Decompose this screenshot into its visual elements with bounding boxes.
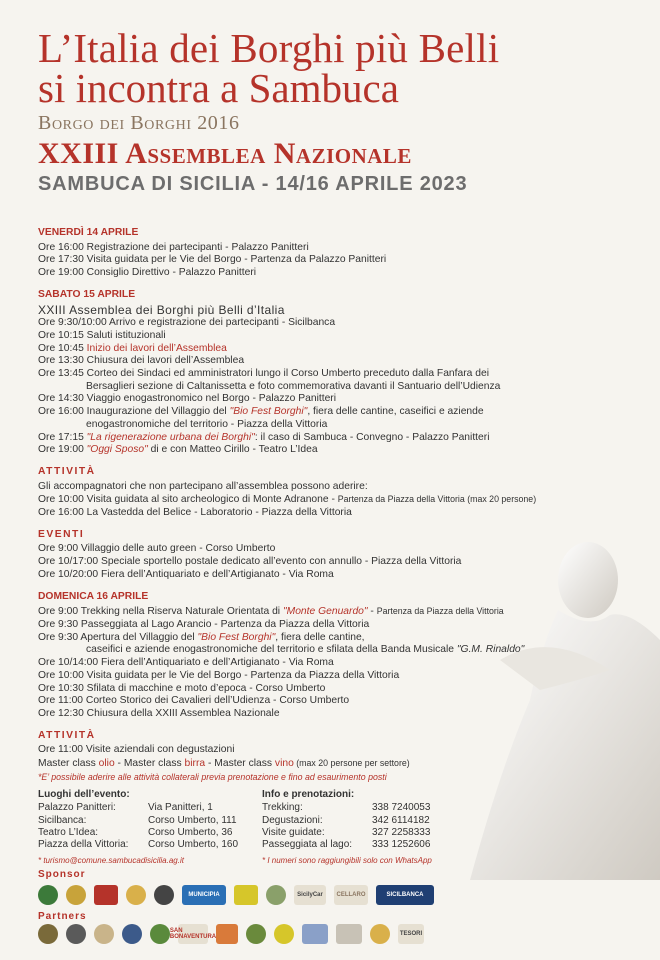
phone-number[interactable]: 342 6114182 — [372, 814, 430, 826]
row-highlight: Inizio dei lavori dell’Assemblea — [86, 342, 227, 354]
luoghi-column — [38, 789, 268, 851]
row-text: , fiera delle cantine, caseifici e aziende — [307, 406, 484, 418]
section-subtitle: XXIII Assemblea dei Borghi più Belli d’Italia — [38, 302, 285, 317]
section-title: EVENTI — [38, 528, 85, 540]
attivita-note: *E’ possibile aderire alle attività collaterali previa prenotazione e fino ad esaurimento posti — [38, 771, 387, 782]
sponsor-logo — [154, 885, 174, 905]
program — [38, 227, 638, 792]
subtitle-borgo: Borgo dei Borghi 2016 — [38, 112, 240, 134]
place-date: SAMBUCA DI SICILIA - 14/16 APRILE 2023 — [38, 173, 468, 195]
schedule-row: Ore 9:30/10:00 Arrivo e registrazione dei partecipanti - Sicilbanca — [38, 317, 336, 329]
partner-logo-tesori: TESORI — [398, 924, 424, 944]
info-names — [262, 802, 372, 851]
partner-logo — [122, 924, 142, 944]
sponsor-logo — [66, 885, 86, 905]
row-highlight: birra — [184, 758, 206, 770]
schedule-row: Ore 14:30 Viaggio enogastronomico nel Borgo - Palazzo Panitteri — [38, 393, 337, 405]
schedule-row — [38, 493, 638, 507]
info-title: Info e prenotazioni: — [262, 789, 355, 800]
phone-number[interactable]: 338 7240053 — [372, 802, 431, 814]
row-text: Ore 9:30 Apertura del Villaggio del — [38, 631, 198, 643]
schedule-row: Ore 16:00 Registrazione dei partecipanti - Palazzo Panitteri — [38, 241, 309, 253]
schedule-row: Ore 10:15 Saluti istituzionali — [38, 329, 166, 341]
partner-logo — [216, 924, 238, 944]
row-text: di e con Matteo Cirillo - Teatro L’Idea — [147, 444, 318, 456]
phone-number[interactable]: 327 2258333 — [372, 826, 431, 838]
schedule-row: Ore 13:30 Chiusura dei lavori dell’Assemblea — [38, 355, 245, 367]
section-sabato — [38, 289, 638, 457]
row-highlight: olio — [98, 758, 115, 770]
schedule-row: Ore 17:30 Visita guidata per le Vie del Borgo - Partenza da Palazzo Panitteri — [38, 254, 387, 266]
section-domenica — [38, 591, 638, 721]
sponsor-logo — [94, 885, 118, 905]
sponsor-logo — [38, 885, 58, 905]
place-name: Sicilbanca: — [38, 814, 87, 826]
row-highlight: "Monte Genuardo" — [282, 606, 368, 618]
partner-logo-san-bonaventura: SAN BONAVENTURA — [178, 924, 208, 944]
assembly-title: XXIII Assemblea Nazionale — [38, 137, 412, 170]
partner-logo — [246, 924, 266, 944]
email-link[interactable]: * turismo@comune.sambucadisicilia.ag.it — [38, 856, 184, 865]
partner-logo — [302, 924, 328, 944]
schedule-row-cont: Bersaglieri sezione di Caltanissetta e foto commemorativa davanti il Santuario dell’Udienza — [86, 380, 501, 392]
row-text: - Master class — [114, 758, 185, 770]
schedule-row-cont: enogastronomiche del territorio - Piazza della Vittoria — [86, 418, 328, 430]
section-title: DOMENICA 16 APRILE — [38, 590, 149, 602]
row-text: Ore 16:00 Inaugurazione del Villaggio del — [38, 406, 230, 418]
place-address: Corso Umberto, 36 — [148, 826, 233, 838]
info-list — [262, 802, 462, 851]
partner-logo — [94, 924, 114, 944]
partners-label: Partners — [38, 911, 87, 922]
partner-logo — [336, 924, 362, 944]
schedule-row: Ore 9:00 Villaggio delle auto green - Corso Umberto — [38, 543, 276, 555]
partner-logo — [150, 924, 170, 944]
schedule-row: Ore 10:30 Sfilata di macchine e moto d’epoca - Corso Umberto — [38, 682, 326, 694]
schedule-row-cont — [38, 644, 638, 657]
row-text: - — [367, 606, 377, 618]
section-eventi — [38, 529, 638, 582]
section-attivita-domenica — [38, 730, 638, 784]
sponsor-logo — [234, 885, 258, 905]
sponsor-logo — [126, 885, 146, 905]
sponsor-label: Sponsor — [38, 869, 86, 880]
section-attivita-sabato — [38, 466, 638, 520]
row-text: : il caso di Sambuca - Convegno - Palazzo Panitteri — [254, 431, 490, 443]
schedule-row — [38, 432, 638, 445]
row-note: Partenza da Piazza della Vittoria — [376, 606, 504, 617]
luoghi-title: Luoghi dell’evento: — [38, 789, 130, 800]
section-venerdi — [38, 227, 638, 280]
row-highlight: "La rigenerazione urbana dei Borghi" — [86, 431, 255, 443]
row-highlight: "G.M. Rinaldo" — [456, 644, 525, 656]
schedule-row: Ore 10:00 Visita guidata per le Vie del Borgo - Partenza da Piazza della Vittoria — [38, 669, 400, 681]
schedule-row: Ore 10/20:00 Fiera dell’Antiquariato e dell’Artigianato - Via Roma — [38, 568, 334, 580]
row-text: Ore 19:00 — [38, 444, 87, 456]
section-title: ATTIVITÀ — [38, 465, 96, 477]
section-intro: Gli accompagnatori che non partecipano all’assemblea possono aderire: — [38, 480, 368, 492]
schedule-row — [38, 605, 638, 619]
schedule-row: Ore 19:00 Consiglio Direttivo - Palazzo Panitteri — [38, 267, 257, 279]
row-text: Master class — [38, 758, 99, 770]
section-title: ATTIVITÀ — [38, 729, 96, 741]
schedule-row: Ore 11:00 Visite aziendali con degustazioni — [38, 744, 235, 756]
row-note: (max 20 persone per settore) — [293, 758, 410, 769]
row-highlight: "Bio Fest Borghi" — [197, 631, 276, 643]
schedule-row — [38, 444, 638, 457]
row-note: Partenza da Piazza della Vittoria (max 20 persone) — [337, 494, 537, 505]
schedule-row: Ore 10/17:00 Speciale sportello postale dedicato all’evento con annullo - Piazza della Vittoria — [38, 556, 462, 568]
sponsor-logo-cellaro: CELLARO — [334, 885, 368, 905]
schedule-row — [38, 406, 638, 419]
info-name: Visite guidate: — [262, 826, 325, 838]
row-text: caseifici e aziende enogastronomiche del territorio e sfilata della Banda Musicale — [86, 644, 457, 656]
info-phones — [372, 802, 430, 851]
info-column — [262, 789, 462, 851]
place-name: Palazzo Panitteri: — [38, 802, 116, 814]
info-name: Degustazioni: — [262, 814, 323, 826]
partner-logo — [38, 924, 58, 944]
partner-logo — [274, 924, 294, 944]
schedule-row — [38, 757, 638, 771]
row-text: Ore 10:45 — [38, 342, 87, 354]
row-text: - Master class — [205, 758, 275, 770]
whatsapp-note: * I numeri sono raggiungibili solo con WhatsApp — [262, 856, 432, 865]
row-text: , fiera delle cantine, — [275, 631, 365, 643]
schedule-row: Ore 11:00 Corteo Storico dei Cavalieri dell’Udienza - Corso Umberto — [38, 695, 350, 707]
row-text: Ore 9:00 Trekking nella Riserva Naturale Orientata di — [38, 606, 283, 618]
sponsor-logos — [38, 882, 434, 908]
partner-logo — [370, 924, 390, 944]
sponsor-logo — [266, 885, 286, 905]
header — [38, 25, 638, 196]
sponsor-logo-municipia: MUNICIPIA — [182, 885, 226, 905]
schedule-row: Ore 12:30 Chiusura della XXIII Assemblea Nazionale — [38, 707, 280, 719]
sponsor-logo-sicilbanca: SICILBANCA — [376, 885, 434, 905]
partner-logo — [66, 924, 86, 944]
row-highlight: "Bio Fest Borghi" — [229, 406, 308, 418]
info-name: Trekking: — [262, 802, 303, 814]
sponsor-logo-sicilycar: SicilyCar — [294, 885, 326, 905]
title-line-1: L’Italia dei Borghi più Belli — [38, 25, 500, 71]
row-highlight: "Oggi Sposo" — [86, 444, 148, 456]
partners-logos — [38, 921, 424, 947]
schedule-row: Ore 13:45 Corteo dei Sindaci ed amministratori lungo il Corso Umberto preceduto dalla Fanfara dei — [38, 368, 490, 380]
luoghi-addresses — [148, 802, 238, 851]
luoghi-list — [38, 802, 268, 851]
schedule-row — [38, 343, 638, 356]
row-highlight: vino — [274, 758, 294, 770]
schedule-row: Ore 16:00 La Vastedda del Belice - Laboratorio - Piazza della Vittoria — [38, 507, 352, 519]
luoghi-names — [38, 802, 148, 851]
row-text: Ore 10:00 Visita guidata al sito archeologico di Monte Adranone - — [38, 494, 338, 506]
schedule-row — [38, 632, 638, 645]
place-address: Via Panitteri, 1 — [148, 802, 213, 814]
section-title: SABATO 15 APRILE — [38, 288, 136, 300]
title-line-2: si incontra a Sambuca — [38, 65, 399, 111]
row-text: Ore 17:15 — [38, 431, 87, 443]
section-title: VENERDÌ 14 APRILE — [38, 227, 139, 238]
schedule-row: Ore 9:30 Passeggiata al Lago Arancio - Partenza da Piazza della Vittoria — [38, 618, 370, 630]
schedule-row: Ore 10/14:00 Fiera dell’Antiquariato e dell’Artigianato - Via Roma — [38, 657, 334, 669]
place-name: Teatro L’Idea: — [38, 826, 99, 838]
info-name: Passeggiata al lago: — [262, 839, 353, 851]
place-name: Piazza della Vittoria: — [38, 839, 129, 851]
place-address: Corso Umberto, 111 — [148, 814, 237, 826]
place-address: Corso Umberto, 160 — [148, 839, 239, 851]
phone-number[interactable]: 333 1252606 — [372, 839, 431, 851]
